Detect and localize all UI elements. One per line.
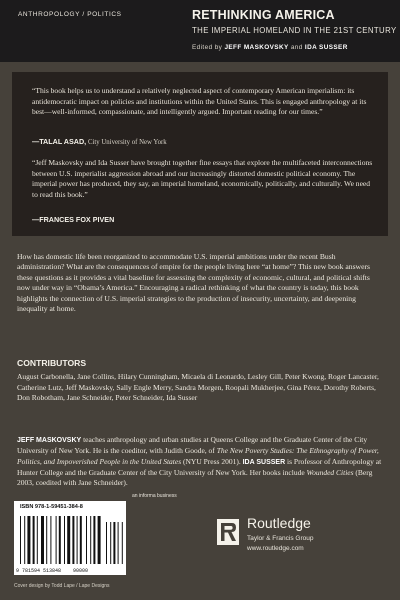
barcode-icon	[14, 512, 126, 568]
book-subtitle: THE IMPERIAL HOMELAND IN THE 21ST CENTURY	[192, 26, 397, 35]
endorsement-quote-1: “This book helps us to understand a relatively neglected aspect of contemporary American imperialism: its antidemocratic impact on policies and institutions within the United States. This is engaged anthropology at its best—well-informed, compassionate, and intelligently argued. Important reading for our times.”	[32, 86, 367, 116]
editor-name-1: JEFF MASKOVSKY	[224, 44, 289, 51]
bio-text-4: (Berg 2003, coedited with Jane Schneider).	[17, 467, 373, 488]
editors-and: and	[290, 44, 303, 51]
bio-name-2: IDA SUSSER	[242, 458, 286, 466]
endorsement-attribution-1	[32, 137, 167, 146]
editors-prefix: Edited by	[192, 44, 223, 51]
endorser-name-1: —TALAL ASAD,	[32, 137, 87, 146]
bio-book-2: Wounded Cities	[306, 467, 354, 477]
endorser-name-2: —FRANCES FOX PIVEN	[32, 215, 115, 224]
bio-text-3: is Professor of Anthropology at Hunter College and the Graduate Center of the City University of New York. Her books include	[17, 456, 382, 477]
endorsement-quote-2: “Jeff Maskovsky and Ida Susser have brought together fine essays that explore the multifaceted interconnections between U.S. imperialist aggression abroad and our increasingly distorted domestic political economy. The imperial power has produced, they say, an imperial homeland, economically, politically, and culturally. We need to read this book.”	[32, 158, 373, 199]
category-label: ANTHROPOLOGY / POLITICS	[18, 11, 122, 18]
isbn-number: ISBN 978-1-59451-384-8	[20, 504, 83, 510]
header-band	[0, 0, 400, 62]
publisher-name: Routledge	[247, 515, 311, 531]
routledge-logo-icon	[215, 517, 241, 547]
barcode-ean: 9 781594 513848	[16, 568, 62, 574]
barcode-price-code: 90000	[73, 568, 89, 574]
endorser-affiliation-1: City University of New York	[87, 139, 167, 146]
bio-name-1: JEFF MASKOVSKY	[17, 437, 82, 444]
publisher-group: Taylor & Francis Group	[247, 535, 314, 542]
contributors-heading: CONTRIBUTORS	[17, 358, 87, 368]
bio-book-1: The New Poverty Studies: The Ethnography of Power, Politics, and Impoverished People in the United States	[17, 446, 379, 466]
publisher-url[interactable]: www.routledge.com	[247, 545, 304, 552]
contributors-list: August Carbonella, Jane Collins, Hilary Cunningham, Micaela di Leonardo, Lesley Gill, Peter Kwong, Roger Lancaster, Catherine Lutz, Jeff Maskovsky, Sally Engle Merry, Sandra Morgen, Roopali Mukherjee, Gina Pérez, Dorothy Roberts, Don Robotham, Jane Schneider, Peter Schneider, Ida Susser	[17, 372, 379, 402]
barcode-digits	[16, 568, 88, 574]
cover-credits: Cover design by Todd Lape / Lape Designs	[14, 583, 110, 589]
book-description: How has domestic life been reorganized to accommodate U.S. imperial ambitions under the recent Bush administration? What are the consequences of empire for the people living here “at home”? This new book answers these questions as it provides a vital baseline for assessing the complexity of economic, cultural, and political shifts now under way in “Obama’s America.” Encouraging a radical rethinking of what the country is today, this book highlights the connection of U.S. imperial strategies to the production of insecurity, uncertainty, and deepening inequality at home.	[17, 252, 370, 314]
editor-name-2: IDA SUSSER	[304, 44, 348, 51]
book-title: RETHINKING AMERICA	[192, 8, 335, 22]
informa-label: an informa business	[132, 493, 177, 499]
editor-bios	[17, 435, 387, 488]
endorsements-box	[12, 72, 388, 236]
bio-text-2: (NYU Press 2001).	[181, 456, 243, 466]
bio-text-1: teaches anthropology and urban studies at Queens College and the Graduate Center of the City University of New York. He is the coeditor, with Judith Goode, of	[17, 435, 368, 456]
endorsement-attribution-2	[32, 215, 114, 224]
editors-line	[192, 44, 348, 51]
